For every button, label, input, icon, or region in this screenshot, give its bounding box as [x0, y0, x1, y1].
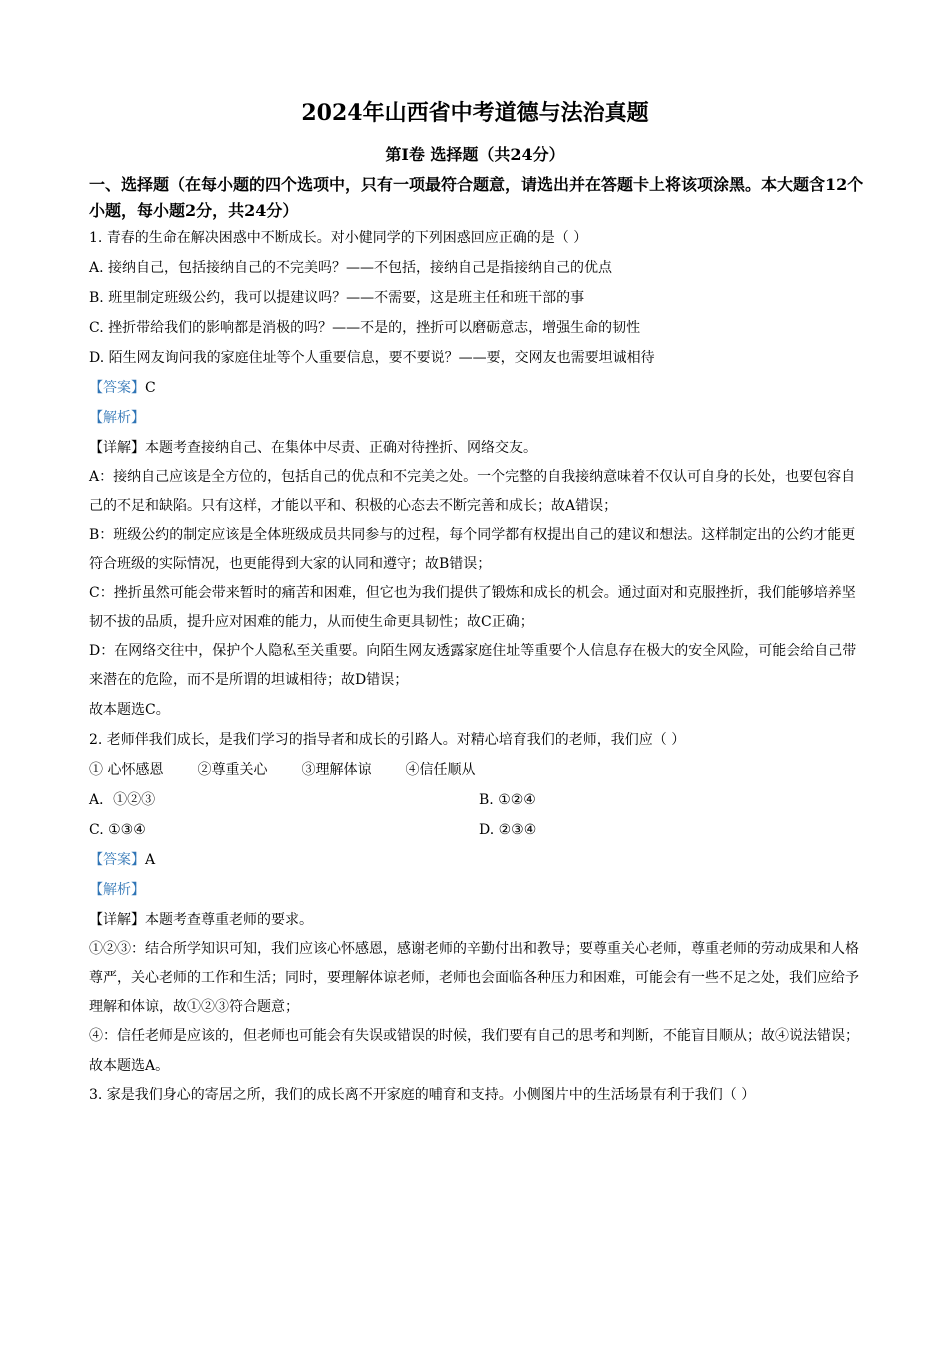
statement-item: ③理解体谅 [301, 762, 372, 778]
detail-intro: 【详解】本题考查尊重老师的要求。 [89, 912, 313, 928]
question-stem: 2. 老师伴我们成长，是我们学习的指导者和成长的引路人。对精心培育我们的老师，我们应（ ） [89, 732, 686, 748]
page-title: 2024年山西省中考道德与法治真题 [301, 100, 649, 126]
answer-value: A [145, 852, 156, 868]
question-3 [89, 1081, 864, 1110]
answer-line [89, 373, 864, 403]
explanation-4: ④：信任老师是应该的，但老师也可能会有失误或错误的时候，我们要有自己的思考和判断，不能盲目顺从；故④说法错误； [89, 1028, 859, 1044]
question-2 [89, 725, 864, 1081]
answer-value: C [145, 380, 156, 396]
section-heading: 一、选择题（在每小题的四个选项中，只有一项最符合题意，请选出并在答题卡上将该项涂黑。本大题含12个小题，每小题2分，共24分） [89, 175, 864, 220]
conclusion: 故本题选A。 [89, 1058, 170, 1074]
question-body [89, 223, 864, 1110]
question-1 [89, 223, 864, 725]
explanation-c: C：挫折虽然可能会带来暂时的痛苦和困难，但它也为我们提供了锻炼和成长的机会。通过面对和克服挫折，我们能够培养坚韧不拔的品质，提升应对困难的能力，从而使生命更具韧性；故C正确； [89, 585, 856, 630]
statement-item: ④信任顺从 [405, 762, 476, 778]
option-c: C. 挫折带给我们的影响都是消极的吗？——不是的，挫折可以磨砺意志，增强生命的韧性 [89, 320, 641, 336]
explanation-a: A：接纳自己应该是全方位的，包括自己的优点和不完美之处。一个完整的自我接纳意味着不仅认可自身的长处，也要包容自己的不足和缺陷。只有这样，才能以平和、积极的心态去不断完善和成长；故A错误； [89, 469, 856, 514]
analysis-label: 【解析】 [89, 882, 145, 898]
option-b: B. 班里制定班级公约，我可以提建议吗？——不需要，这是班主任和班干部的事 [89, 290, 585, 306]
answer-label: 【答案】 [89, 380, 145, 396]
statement-list [89, 755, 864, 785]
option-a: A. 接纳自己，包括接纳自己的不完美吗？——不包括，接纳自己是指接纳自己的优点 [89, 260, 613, 276]
statement-item: ②尊重关心 [197, 762, 268, 778]
question-stem: 3. 家是我们身心的寄居之所，我们的成长离不开家庭的哺育和支持。小侧图片中的生活场景有利于我们（ ） [89, 1087, 756, 1103]
option-d: D. ②③④ [479, 822, 537, 838]
conclusion: 故本题选C。 [89, 702, 170, 718]
explanation-d: D：在网络交往中，保护个人隐私至关重要。向陌生网友透露家庭住址等重要个人信息存在极大的安全风险，可能会给自己带来潜在的危险，而不是所谓的坦诚相待；故D错误； [89, 643, 857, 688]
option-d: D. 陌生网友询问我的家庭住址等个人重要信息，要不要说？——要，交网友也需要坦诚相待 [89, 350, 655, 366]
option-row [89, 785, 864, 815]
option-a: A．①②③ [89, 792, 156, 808]
answer-label: 【答案】 [89, 852, 145, 868]
part-subtitle: 第Ⅰ卷 选择题（共24分） [385, 145, 565, 164]
question-stem: 1. 青春的生命在解决困惑中不断成长。对小健同学的下列困惑回应正确的是（ ） [89, 230, 588, 246]
option-row [89, 815, 864, 845]
detail-intro: 【详解】本题考查接纳自己、在集体中尽责、正确对待挫折、网络交友。 [89, 440, 537, 456]
analysis-label: 【解析】 [89, 410, 145, 426]
explanation-b: B：班级公约的制定应该是全体班级成员共同参与的过程，每个同学都有权提出自己的建议和想法。这样制定出的公约才能更符合班级的实际情况，也更能得到大家的认同和遵守；故B错误； [89, 527, 856, 572]
explanation-123: ①②③：结合所学知识可知，我们应该心怀感恩，感谢老师的辛勤付出和教导；要尊重关心老师，尊重老师的劳动成果和人格尊严，关心老师的工作和生活；同时，要理解体谅老师，老师也会面临各种压力和困难，可能会有一些不足之处，我们应给予理解和体谅，故①②③符合题意； [89, 941, 859, 1015]
option-b: B. ①②④ [479, 792, 536, 808]
statement-item: ① 心怀感恩 [89, 762, 164, 778]
option-c: C. ①③④ [89, 822, 146, 838]
answer-line [89, 845, 864, 875]
